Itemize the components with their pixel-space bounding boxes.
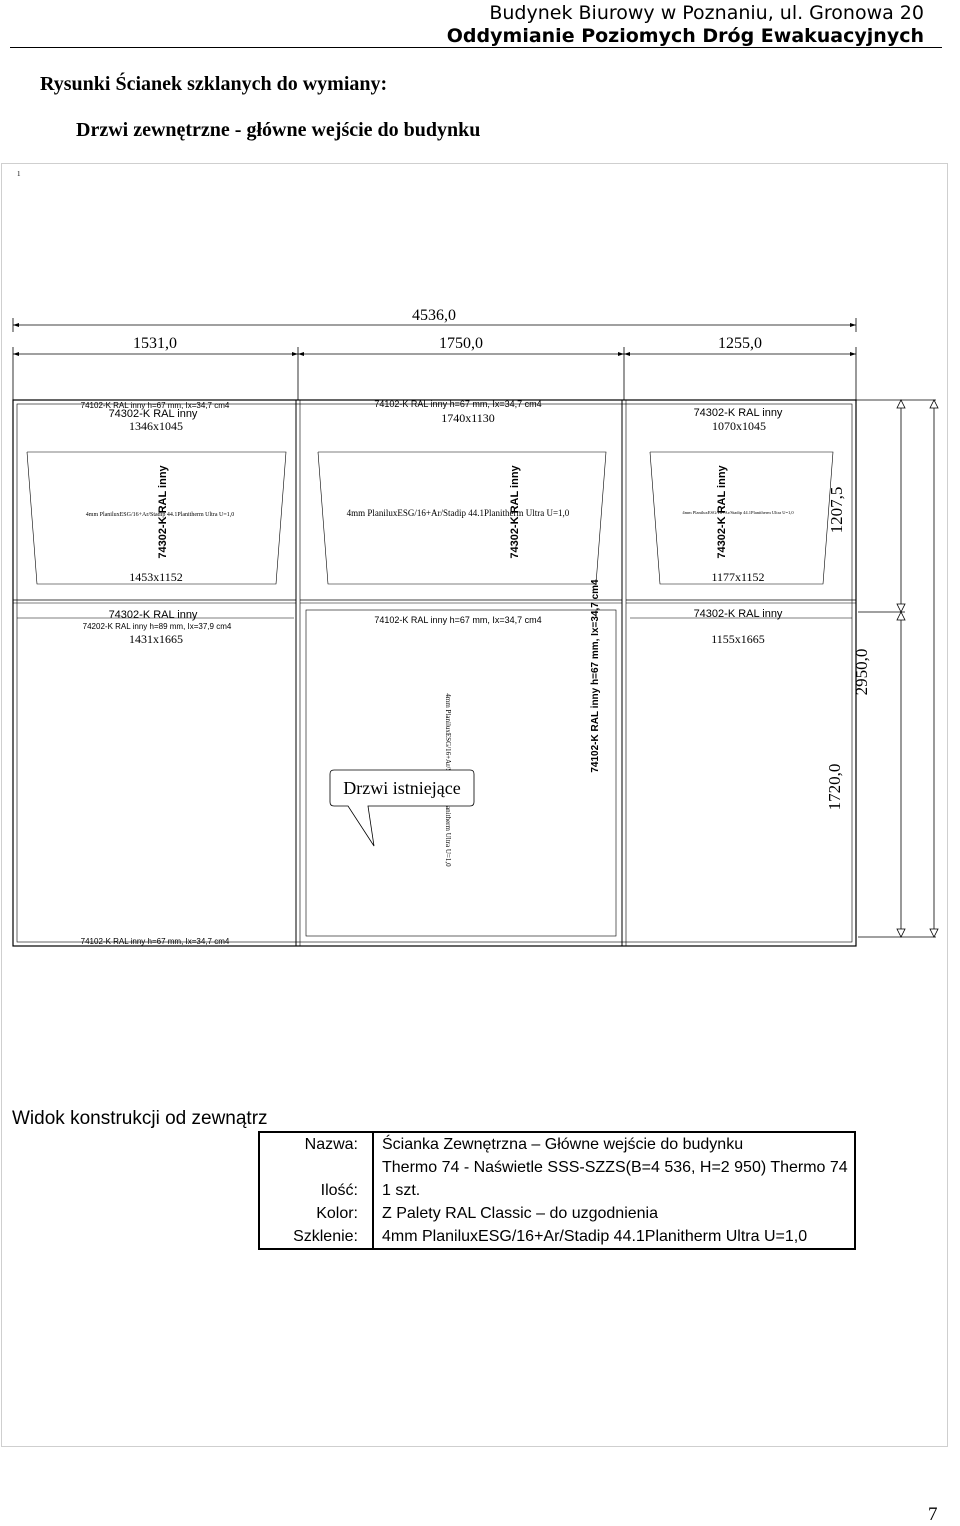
dim-col-mid: 1750,0 [439,335,483,352]
profile-left-lower: 74202-K RAL inny h=89 mm, Ix=37,9 cm4 [82,622,232,631]
header-project: Oddymianie Poziomych Dróg Ewakuacyjnych [446,25,924,47]
qty-label: Ilość: [259,1179,373,1202]
section-subtitle: Drzwi zewnętrzne - główne wejście do budynku [76,119,481,141]
page-number: 7 [928,1504,938,1525]
info-row-name-2 [259,1156,855,1179]
dimension-lines [13,318,856,400]
name-value-2: Thermo 74 - Naświetle SSS-SZZS(B=4 536, H=2 950) Thermo 74 [373,1156,855,1179]
dim-lower-height: 1720,0 [825,763,844,811]
mullion-label-mid-right: 74302-K RAL inny [693,608,783,620]
dim-total-height: 2950,0 [852,648,871,696]
pane-low-right: 1155x1665 [711,632,765,646]
pane-low-left: 1431x1665 [129,632,183,646]
profile-bottom-sill: 74102-K RAL inny h=67 mm, Ix=34,7 cm4 [80,937,230,946]
facade-frame [13,400,856,946]
pane-mid-right: 1177x1152 [711,570,765,584]
mullion-vertical-right: 74302-K RAL inny [716,465,728,559]
frame-mark: 1 [17,170,21,178]
profile-right-vertical: 74102-K RAL inny h=67 mm, Ix=34,7 cm4 [590,579,601,773]
dim-col-left: 1531,0 [133,335,177,352]
glass-spec-left: 4mm PlaniluxESG/16+Ar/Stadip 44.1Planitherm Ultra U=1,0 [85,512,235,518]
color-value: Z Palety RAL Classic – do uzgodnienia [373,1202,855,1225]
info-table [258,1131,856,1250]
glazing-value: 4mm PlaniluxESG/16+Ar/Stadip 44.1Planitherm Ultra U=1,0 [373,1225,855,1249]
info-row-qty [259,1179,855,1202]
profile-top-mid: 74102-K RAL inny h=67 mm, Ix=34,7 cm4 [374,399,542,409]
color-label: Kolor: [259,1202,373,1225]
view-title: Widok konstrukcji od zewnątrz [12,1108,268,1129]
mullion-label-top-left: 74302-K RAL inny [108,408,198,420]
profile-mid-transom: 74102-K RAL inny h=67 mm, Ix=34,7 cm4 [374,615,542,625]
info-row-name [259,1132,855,1156]
pane-top-mid: 1740x1130 [441,411,495,425]
glazing-label: Szklenie: [259,1225,373,1249]
dim-total-width: 4536,0 [412,307,456,324]
info-row-glazing [259,1225,855,1249]
mullion-label-top-right: 74302-K RAL inny [693,407,783,419]
callout-text: Drzwi istniejące [343,778,461,798]
mullion-vertical-mid: 74302-K RAL inny [509,465,521,559]
glass-spec-mid: 4mm PlaniluxESG/16+Ar/Stadip 44.1Planitherm Ultra U=1,0 [346,508,570,518]
profile-top-left: 74102-K RAL inny h=67 mm, Ix=34,7 cm4 [80,401,230,410]
pane-top-left: 1346x1045 [129,419,183,433]
pane-mid-left: 1453x1152 [129,570,183,584]
header-building: Budynek Biurowy w Poznaniu, ul. Gronowa 20 [489,2,924,24]
info-row-color [259,1202,855,1225]
name-label: Nazwa: [259,1132,373,1156]
section-title: Rysunki Ścianek szklanych do wymiany: [40,73,388,95]
right-dimension-arrows [897,400,938,937]
qty-value: 1 szt. [373,1179,855,1202]
name-value-1: Ścianka Zewnętrzna – Główne wejście do budynku [373,1132,855,1156]
dim-col-right: 1255,0 [718,335,762,352]
mullion-label-mid-left: 74302-K RAL inny [108,609,198,621]
pane-top-right: 1070x1045 [712,419,766,433]
glass-spec-right: 4mm PlaniluxESG/16+Ar/Stadip 44.1Planitherm Ultra U=1,0 [682,510,794,515]
mullion-vertical-left: 74302-K RAL inny [157,465,169,559]
dim-upper-height: 1207,5 [827,486,846,534]
